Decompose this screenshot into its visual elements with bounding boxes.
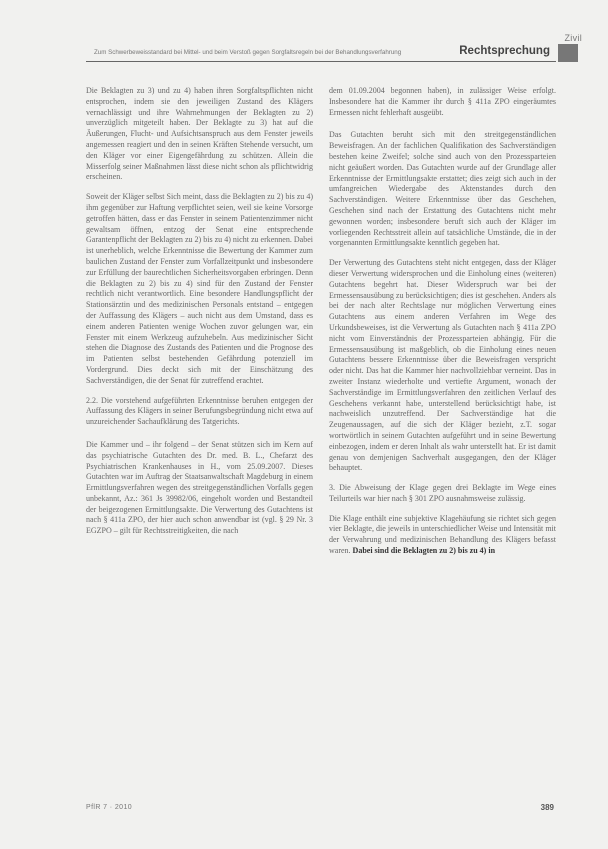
header-marker-box: [558, 44, 578, 62]
page-number: 389: [540, 803, 554, 812]
paragraph: dem 01.09.2004 begonnen haben), in zulässiger Weise erfolgt. Insbesondere hat die Kammer ihr durch § 411a ZPO eingeräumtes Ermessen nicht fehlerhaft ausgeübt.: [329, 86, 556, 117]
paragraph: 2.2. Die vorstehend aufgeführten Erkenntnisse beruhen entgegen der Auffassung des Klägers in seiner Berufungsbegründung nicht etwa auf unzureichender Sachaufklärung des Tatgerichts.: [86, 395, 313, 427]
header-title: Rechtsprechung: [459, 45, 550, 57]
paragraph: 3. Die Abweisung der Klage gegen drei Beklagte im Wege eines Teilurteils war hier nach § 301 ZPO ausnahmsweise zulässig.: [329, 483, 556, 503]
footer-journal: PflR 7 · 2010: [86, 804, 133, 811]
paragraph: [329, 514, 556, 557]
header-rule: [86, 61, 556, 62]
header-running-text: Zum Schwerbeweisstandard bei Mittel- und beim Verstoß gegen Sorgfaltsregeln bei der Behandlungsverfahrung: [94, 49, 402, 56]
left-text-column: [86, 86, 313, 546]
section-tag: Zivil: [564, 33, 582, 43]
paragraph: Die Beklagten zu 3) und zu 4) haben ihren Sorgfaltspflichten nicht entsprochen, indem sie den jeweiligen Zustand des Klägers vernachlässigt und ihre Wahrnehmungen der Beklagten zu 2) unverzüglich mitgeteilt haben. Der Beklagte zu 3) hat auf die Äußerungen, Flucht- und Aufsichtsanspruch aus dem Fenster jeweils angemessen reagiert und den in seinen Kräften Stehende versucht, um den Kläger vor einer Eigengefährdung zu schützen. Allein die Misserfolg seiner Maßnahmen lässt diese nicht schon als pflichtwidrig erscheinen.: [86, 86, 313, 182]
paragraph: Die Kammer und – ihr folgend – der Senat stützen sich im Kern auf das psychiatrische Gutachten des Dr. med. B. L., Chefarzt des Psychiatrischen Krankenhauses in H., vom 25.09.2007. Dieses Gutachten war im Auftrag der Staatsanwaltschaft Magdeburg in einem Ermittlungsverfahren wegen des streitgegenständlichen Vorfalls gegen unbekannt, Az.: 361 Js 39982/06, eingeholt worden und Bestandteil der beigezogenen Ermittlungsakte. Die Verwertung des Gutachtens ist nach § 411a ZPO, der hier auch schon anwendbar ist (vgl. § 29 Nr. 3 EGZPO – gilt für Rechtsstreitigkeiten, die nach: [86, 439, 313, 536]
paragraph: Der Verwertung des Gutachtens steht nicht entgegen, dass der Kläger dieser Verwertung widersprochen und die Einholung eines (weiteren) Gutachtens begehrt hat. Dieser Widerspruch war bei der Ermessensausübung zu berücksichtigen; dies ist geschehen. Anders als bei der nach alter Rechtslage nur möglichen Verwertung eines Gutachtens aus einem anderen Verfahren im Wege des Urkundsbeweises, ist die Verwertung als Gutachten nach § 411a ZPO nicht vom Einverständnis der Prozessparteien abhängig. Für die Ermessensausübung ist maßgeblich, ob die Einholung eines neuen Gutachtens bessere Erkenntnisse über die Beweisfragen verspricht oder nicht. Das hat die Kammer hier nachvollziehbar verneint. Das in zweiter Instanz wiederholte und vertiefte Argument, wonach der Sachverständige im Ermittlungsverfahren den zeitlichen Verlauf des Geschehens verkannt habe, unterstellend berücksichtigt habe, ist nachweislich unzutreffend. Der Sachverständige hat die Zeugenaussagen, auf die sich der Kläger bezieht, z.T. sogar wortwörtlich in seinem Gutachten aufgeführt und in seine Bewertung einbezogen, indem er deren Inhalt als wahr unterstellt hat. Er ist damit genau von demjenigen Sachverhalt ausgegangen, den der Kläger behauptet.: [329, 258, 556, 473]
right-text-column: [329, 86, 556, 566]
paragraph: Soweit der Kläger selbst Sich meint, dass die Beklagten zu 2) bis zu 4) ihm gegenüber zur Haftung verpflichtet seien, weil sie keine Vorsorge getroffen hätten, dass er das Fenster in seinem Patientenzimmer nicht gewaltsam öffnen, entzog der Senat eine entsprechende Garantenpflicht der Beklagten zu 2) bis zu 4) nicht zu erkennen. Dabei ist unerheblich, welche Erkenntnisse die Bewertung der Kammer zum baulichen Zustand der Fenster zum Vorfallzeitpunkt und insbesondere zur Erfüllung der baurechtlichen Sicherheitsvorgaben erbringen. Denn die Beklagten zu 2) bis zu 4) sind für den Zustand der Fenster rechtlich nicht verantwortlich. Eine besondere Handlungspflicht der Stationsärztin und des medizinischen Personals entstand – entgegen der Auffassung des Klägers – auch nicht aus dem Umstand, dass es einem anderen Patienten wenige Wochen zuvor gelungen war, ein Fenster mit einem Werkzeug aufzuhebeln. Aus medizinischer Sicht stehen die Diagnose des Zustands des Patienten und die Prognose des im Patienten selbst bestehenden Gefährdung potenziell im Vordergrund. Dies deckt sich mit der Einschätzung des Sachverständigen, die der Senat für zutreffend erachtet.: [86, 192, 313, 385]
paragraph: Das Gutachten beruht sich mit den streitgegenständlichen Beweisfragen. An der fachlichen Qualifikation des Sachverständigen bestehen keine Zweifel; solche sind auch von den Prozessparteien nicht geäußert worden. Das Gutachten wurde auf der Grundlage aller Erkenntnisse der Ermittlungsakte erstattet; dies zeigt sich auch in der umfangreichen Wiedergabe des Aktenstandes durch den Sachverständigen. Weitere Erkenntnisse über das Geschehen, Geschehen sind nach der Erstattung des Gutachtens nicht mehr gewonnen worden; insbesondere beruft sich auch der Kläger im vorliegenden Rechtsstreit allein auf tatsächliche Umstände, die in der vorgenannten Ermittlungsakte kenntlich gegeben hat.: [329, 130, 556, 248]
running-header: [86, 44, 608, 62]
paragraph-text: Die Klage enthält eine subjektive Klagehäufung sie richtet sich gegen vier Beklagte, die jeweils in unterschiedlicher Weise und Intensität mit der Verwahrung und medizinischen Behandlung des Klägers befasst waren.: [329, 513, 556, 556]
paragraph-bold-text: Dabei sind die Beklagten zu 2) bis zu 4) in: [352, 546, 496, 556]
